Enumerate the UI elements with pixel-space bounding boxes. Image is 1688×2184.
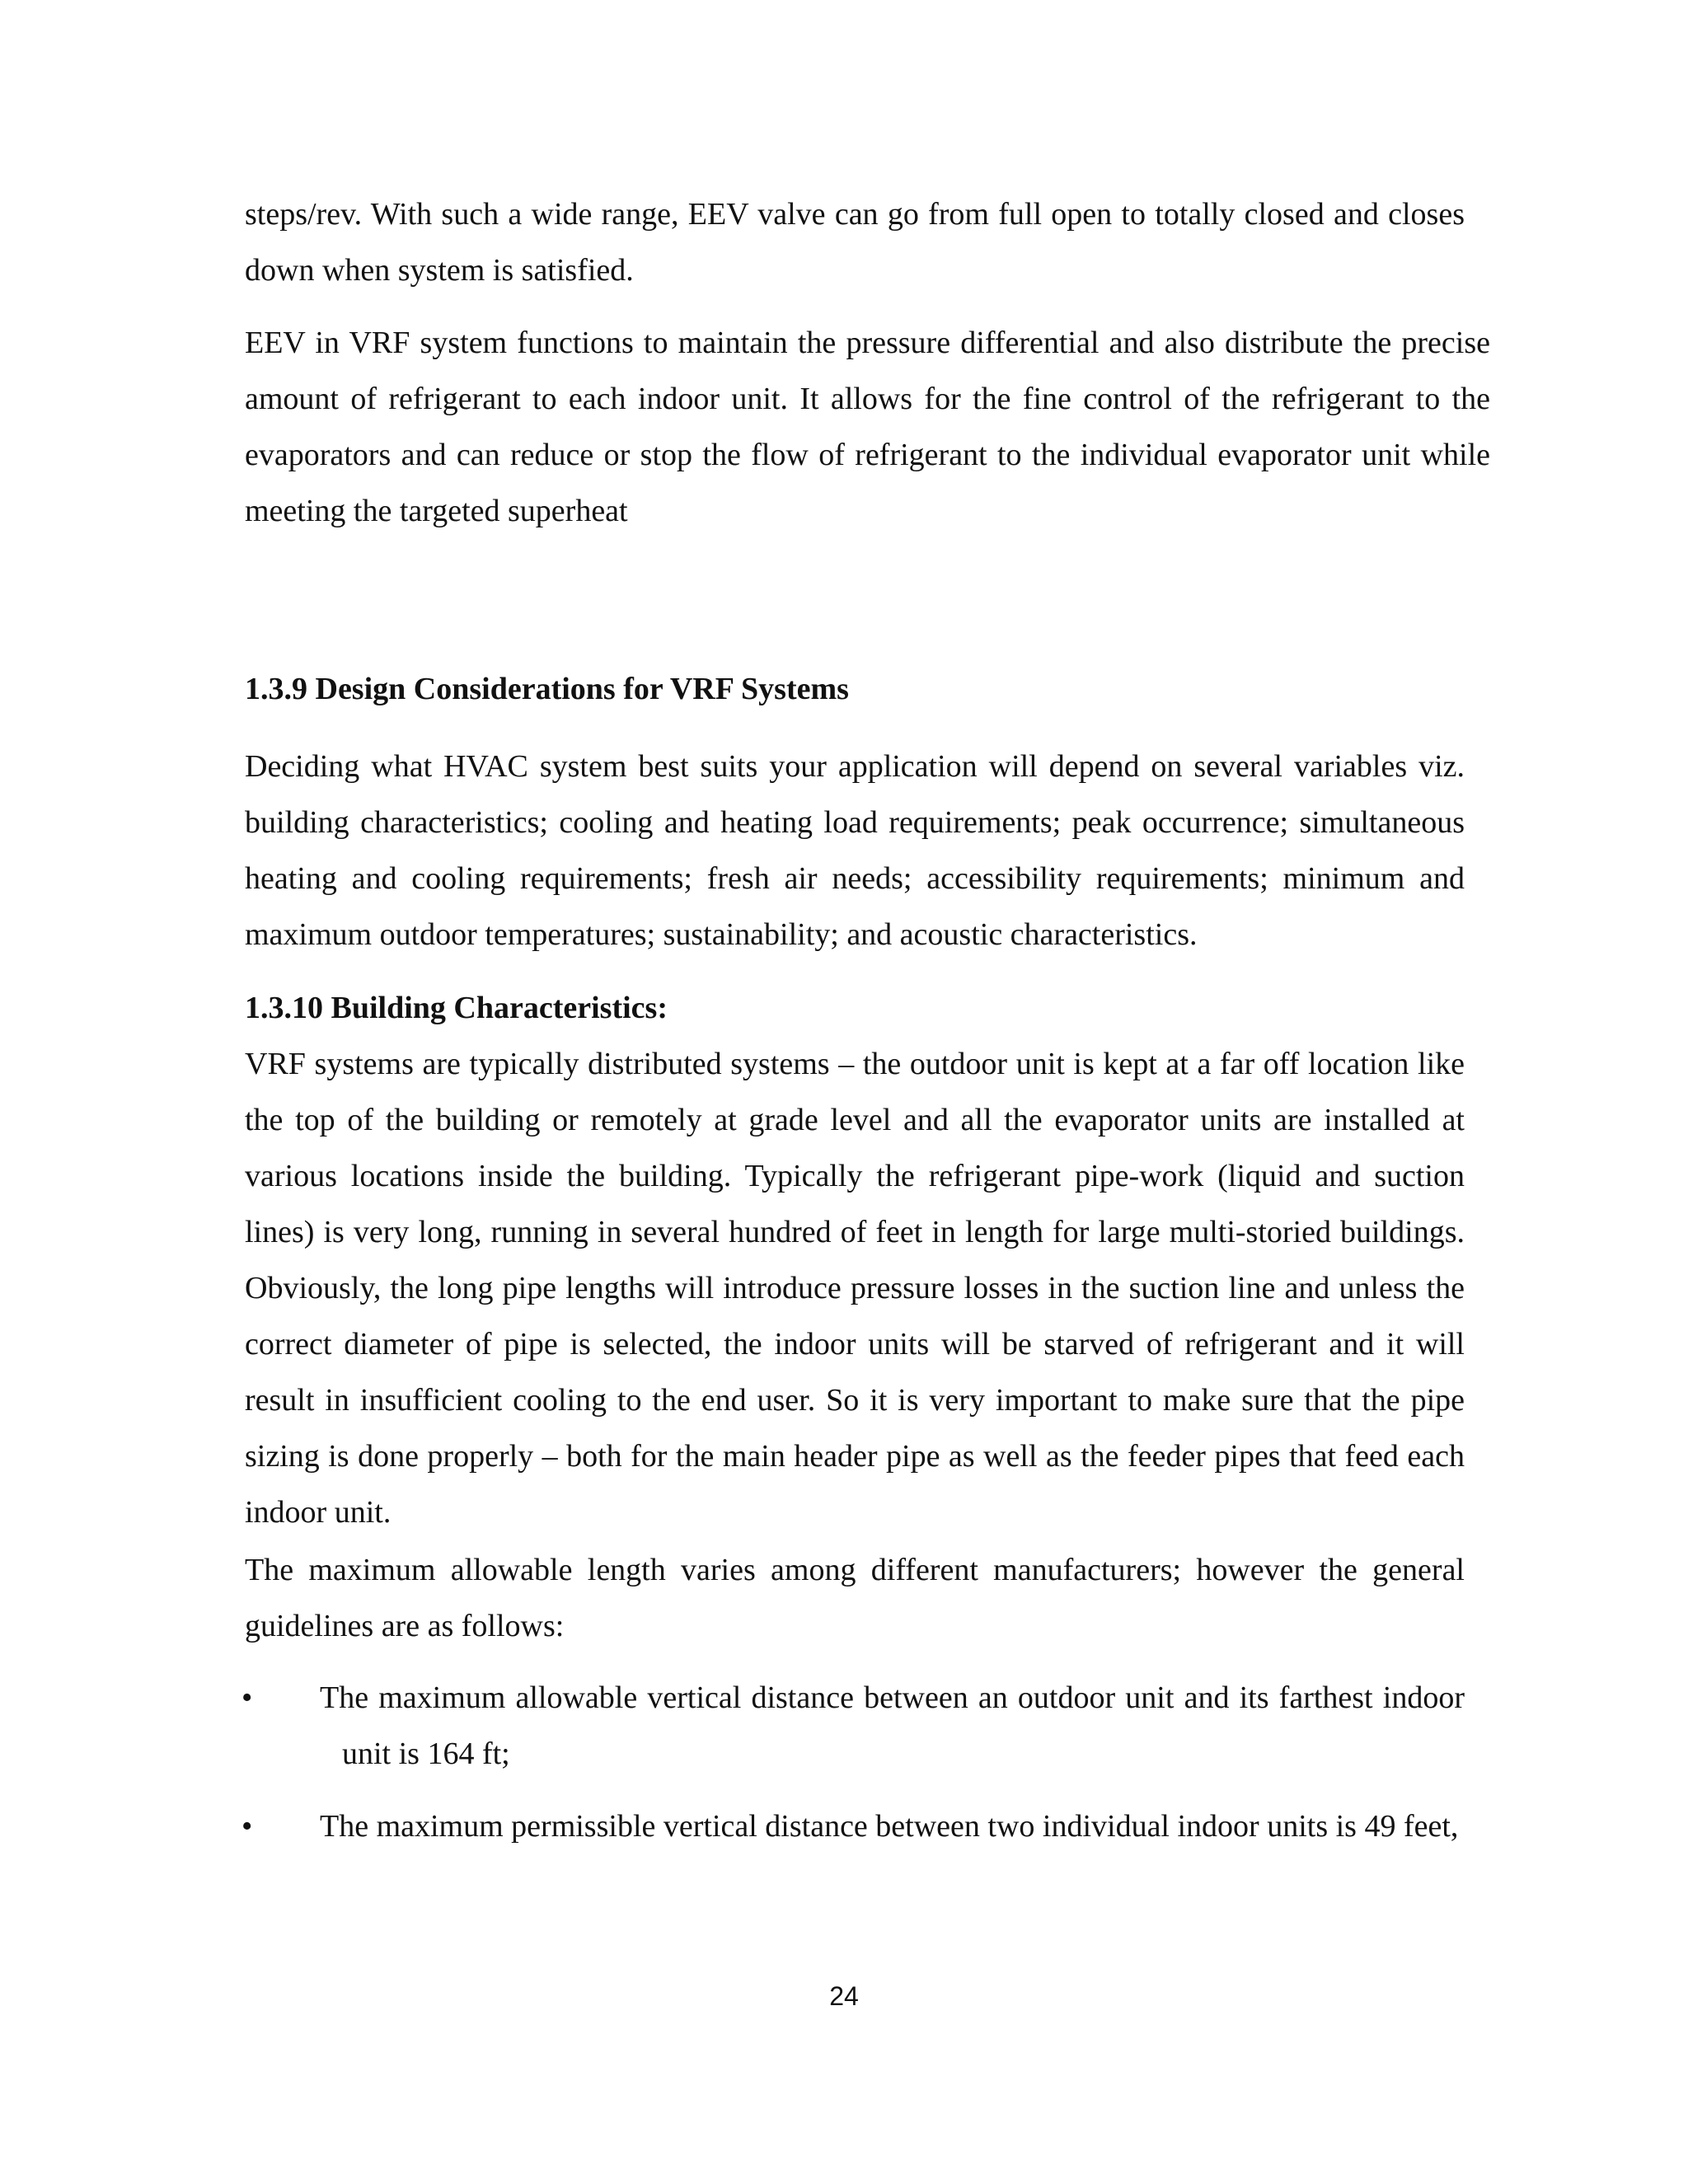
bullet-text: The maximum permissible vertical distance between two individual indoor units is 49 feet, bbox=[320, 1809, 1459, 1844]
building-characteristics-paragraph: VRF systems are typically distributed systems – the outdoor unit is kept at a far off location like the top of the building or remotely at grade level and all the evaporator units are installed at various locations inside the building. Typically the refrigerant pipe-work (liquid and suction lines) is very long, running in several hundred of feet in length for large multi-storied buildings. Obviously, the long pipe lengths will introduce pressure losses in the suction line and unless the correct diameter of pipe is selected, the indoor units will be starved of refrigerant and it will result in insufficient cooling to the end user. So it is very important to make sure that the pipe sizing is done properly – both for the main header pipe as well as the feeder pipes that feed each indoor unit. bbox=[245, 1047, 1465, 1530]
continuation-paragraph: steps/rev. With such a wide range, EEV valve can go from full open to totally closed and closes down when system is satisfied. bbox=[245, 197, 1465, 288]
design-considerations-paragraph: Deciding what HVAC system best suits your application will depend on several variables viz. building characteristics; cooling and heating load requirements; peak occurrence; simultaneous heating and cooling requirements; fresh air needs; accessibility requirements; minimum and maximum outdoor temperatures; sustainability; and acoustic characteristics. bbox=[245, 749, 1465, 952]
page-number: 24 bbox=[829, 1981, 859, 2011]
bullet-icon: • bbox=[241, 1809, 253, 1844]
bullet-text: The maximum allowable vertical distance between an outdoor unit and its farthest indoor unit is 164 ft; bbox=[320, 1680, 1465, 1771]
guideline-bullet-1 bbox=[241, 1670, 1465, 1782]
bullet-icon: • bbox=[241, 1680, 253, 1715]
guideline-bullet-2 bbox=[241, 1798, 1465, 1854]
section-heading-1-3-9: 1.3.9 Design Considerations for VRF Systems bbox=[245, 672, 849, 706]
guidelines-intro-paragraph: The maximum allowable length varies among different manufacturers; however the general guidelines are as follows: bbox=[245, 1553, 1465, 1643]
section-heading-1-3-10: 1.3.10 Building Characteristics: bbox=[245, 991, 668, 1025]
eev-paragraph: EEV in VRF system functions to maintain the pressure differential and also distribute the precise amount of refrigerant to each indoor unit. It allows for the fine control of the refrigerant to the evaporators and can reduce or stop the flow of refrigerant to the individual evaporator unit while meeting the targeted superheat bbox=[245, 326, 1490, 528]
